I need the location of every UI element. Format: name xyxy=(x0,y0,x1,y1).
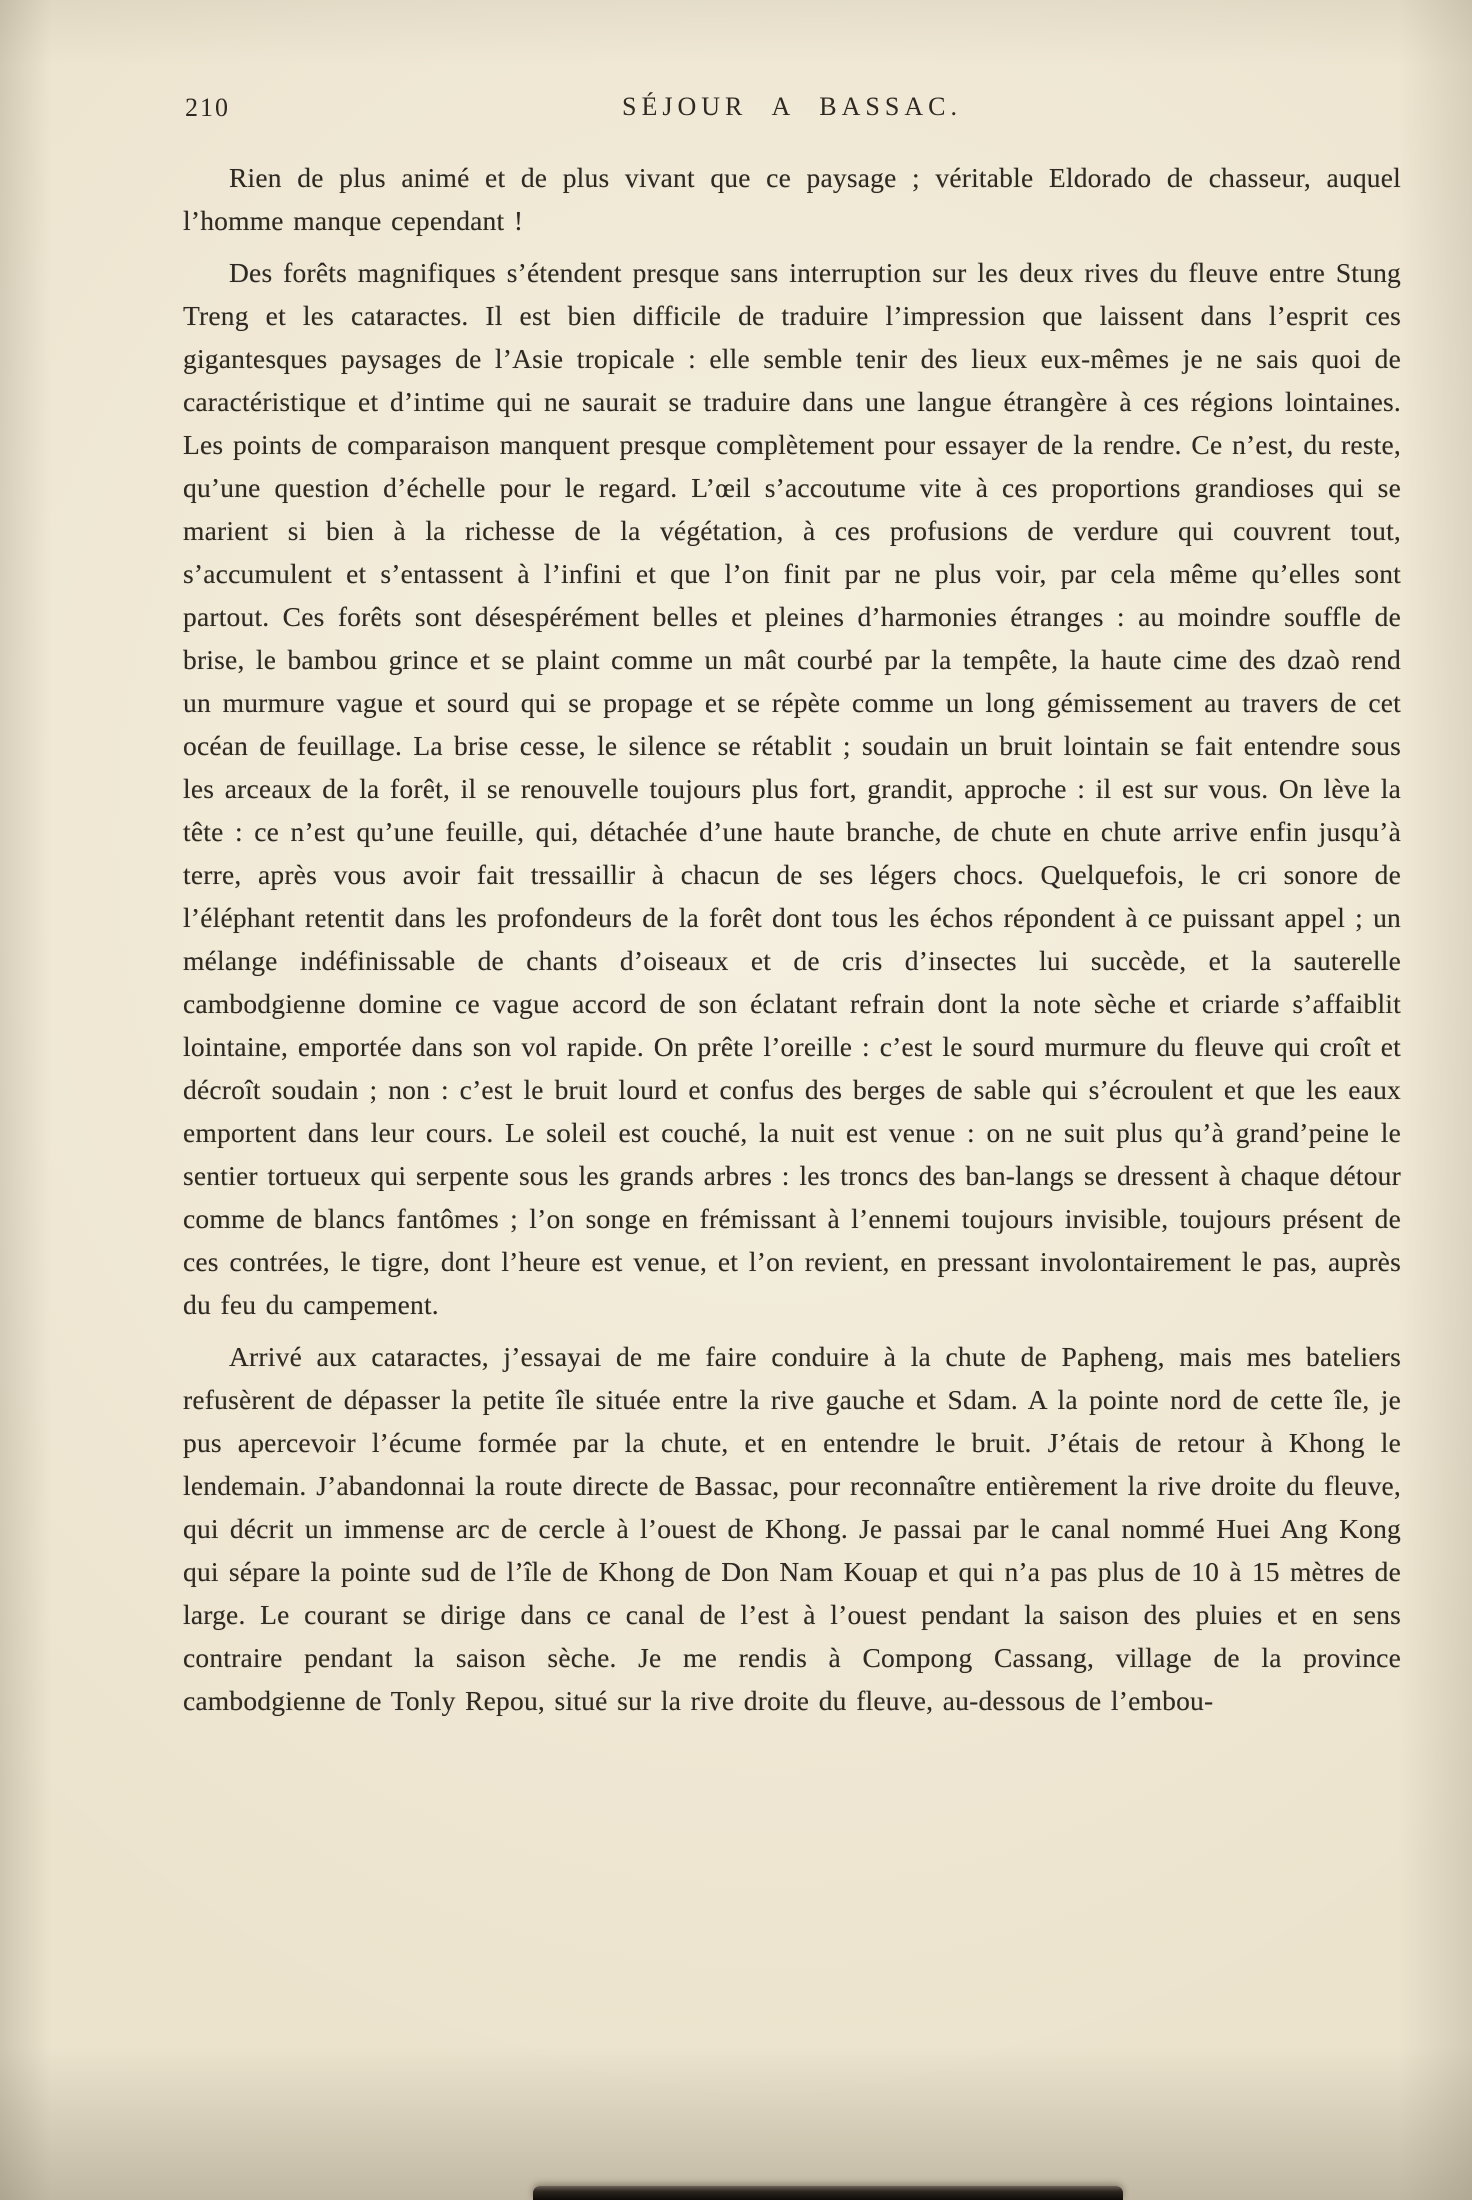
paragraph-3: Arrivé aux cataractes, j’essayai de me faire conduire à la chute de Papheng, mais mes bateliers refusèrent de dépasser la petite île située entre la rive gauche et Sdam. A la pointe nord de cette île, je pus apercevoir l’écume formée par la chute, et en entendre le bruit. J’étais de retour à Khong le lendemain. J’abandonnai la route directe de Bassac, pour reconnaître entièrement la rive droite du fleuve, qui décrit un immense arc de cercle à l’ouest de Khong. Je passai par le canal nommé Huei Ang Kong qui sépare la pointe sud de l’île de Khong de Don Nam Kouap et qui n’a pas plus de 10 à 15 mètres de large. Le courant se dirige dans ce canal de l’est à l’ouest pendant la saison des pluies et en sens contraire pendant la saison sèche. Je me rendis à Compong Cassang, village de la province cambodgienne de Tonly Repou, situé sur la rive droite du fleuve, au-dessous de l’embou- xyxy=(183,1341,1401,1716)
paragraph-1: Rien de plus animé et de plus vivant que ce paysage ; véritable Eldorado de chasseur, auquel l’homme manque cependant ! xyxy=(183,162,1401,236)
page-number: 210 xyxy=(185,93,230,122)
page-body xyxy=(183,156,1401,1722)
book-edge-shadow xyxy=(533,2186,1123,2200)
running-title: SÉJOUR A BASSAC. xyxy=(622,92,962,121)
page-content xyxy=(183,92,1401,1722)
page-header xyxy=(183,92,1401,130)
paragraph-2: Des forêts magnifiques s’étendent presque sans interruption sur les deux rives du fleuve entre Stung Treng et les cataractes. Il est bien difficile de traduire l’impression que laissent dans l’esprit ces gigantesques paysages de l’Asie tropicale : elle semble tenir des lieux eux-mêmes je ne sais quoi de caractéristique et d’intime qui ne saurait se traduire dans une langue étrangère à ces régions lointaines. Les points de comparaison manquent presque complètement pour essayer de la rendre. Ce n’est, du reste, qu’une question d’échelle pour le regard. L’œil s’accoutume vite à ces proportions grandioses qui se marient si bien à la richesse de la végétation, à ces profusions de verdure qui couvrent tout, s’accumulent et s’entassent à l’infini et que l’on finit par ne plus voir, par cela même qu’elles sont partout. Ces forêts sont désespérément belles et pleines d’harmonies étranges : au moindre souffle de brise, le bambou grince et se plaint comme un mât courbé par la tempête, la haute cime des dzaò rend un murmure vague et sourd qui se propage et se répète comme un long gémissement au travers de cet océan de feuillage. La brise cesse, le silence se rétablit ; soudain un bruit lointain se fait entendre sous les arceaux de la forêt, il se renouvelle toujours plus fort, grandit, approche : il est sur vous. On lève la tête : ce n’est qu’une feuille, qui, détachée d’une haute branche, de chute en chute arrive enfin jusqu’à terre, après vous avoir fait tressaillir à chacun de ses légers chocs. Quelquefois, le cri sonore de l’éléphant retentit dans les profondeurs de la forêt dont tous les échos répondent à ce puissant appel ; un mélange indéfinissable de chants d’oiseaux et de cris d’insectes lui succède, et la sauterelle cambodgienne domine ce vague accord de son éclatant refrain dont la note sèche et criarde s’affaiblit lointaine, emportée dans son vol rapide. On prête l’oreille : c’est le sourd murmure du fleuve qui croît et décroît soudain ; non : c’est le bruit lourd et confus des berges de sable qui s’écroulent et que les eaux emportent dans leur cours. Le soleil est couché, la nuit est venue : on ne suit plus qu’à grand’peine le sentier tortueux qui serpente sous les grands arbres : les troncs des ban-langs se dressent à chaque détour comme de blancs fantômes ; l’on songe en frémissant à l’ennemi toujours invisible, toujours présent de ces contrées, le tigre, dont l’heure est venue, et l’on revient, en pressant involontairement le pas, auprès du feu du campement. xyxy=(183,257,1401,1320)
